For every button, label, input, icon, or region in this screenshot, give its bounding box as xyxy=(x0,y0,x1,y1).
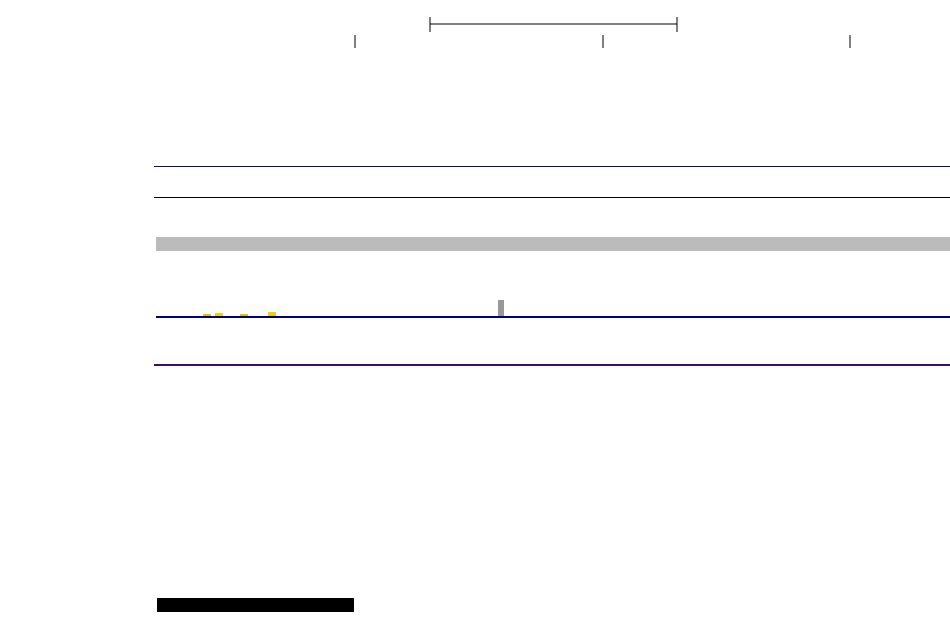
refseq-gene-line[interactable] xyxy=(154,166,950,167)
repeatmasker-element[interactable] xyxy=(157,598,354,612)
h3k27ac-baseline xyxy=(154,364,950,366)
publications-line[interactable] xyxy=(154,197,950,198)
omim-feature-bar[interactable] xyxy=(156,237,950,251)
